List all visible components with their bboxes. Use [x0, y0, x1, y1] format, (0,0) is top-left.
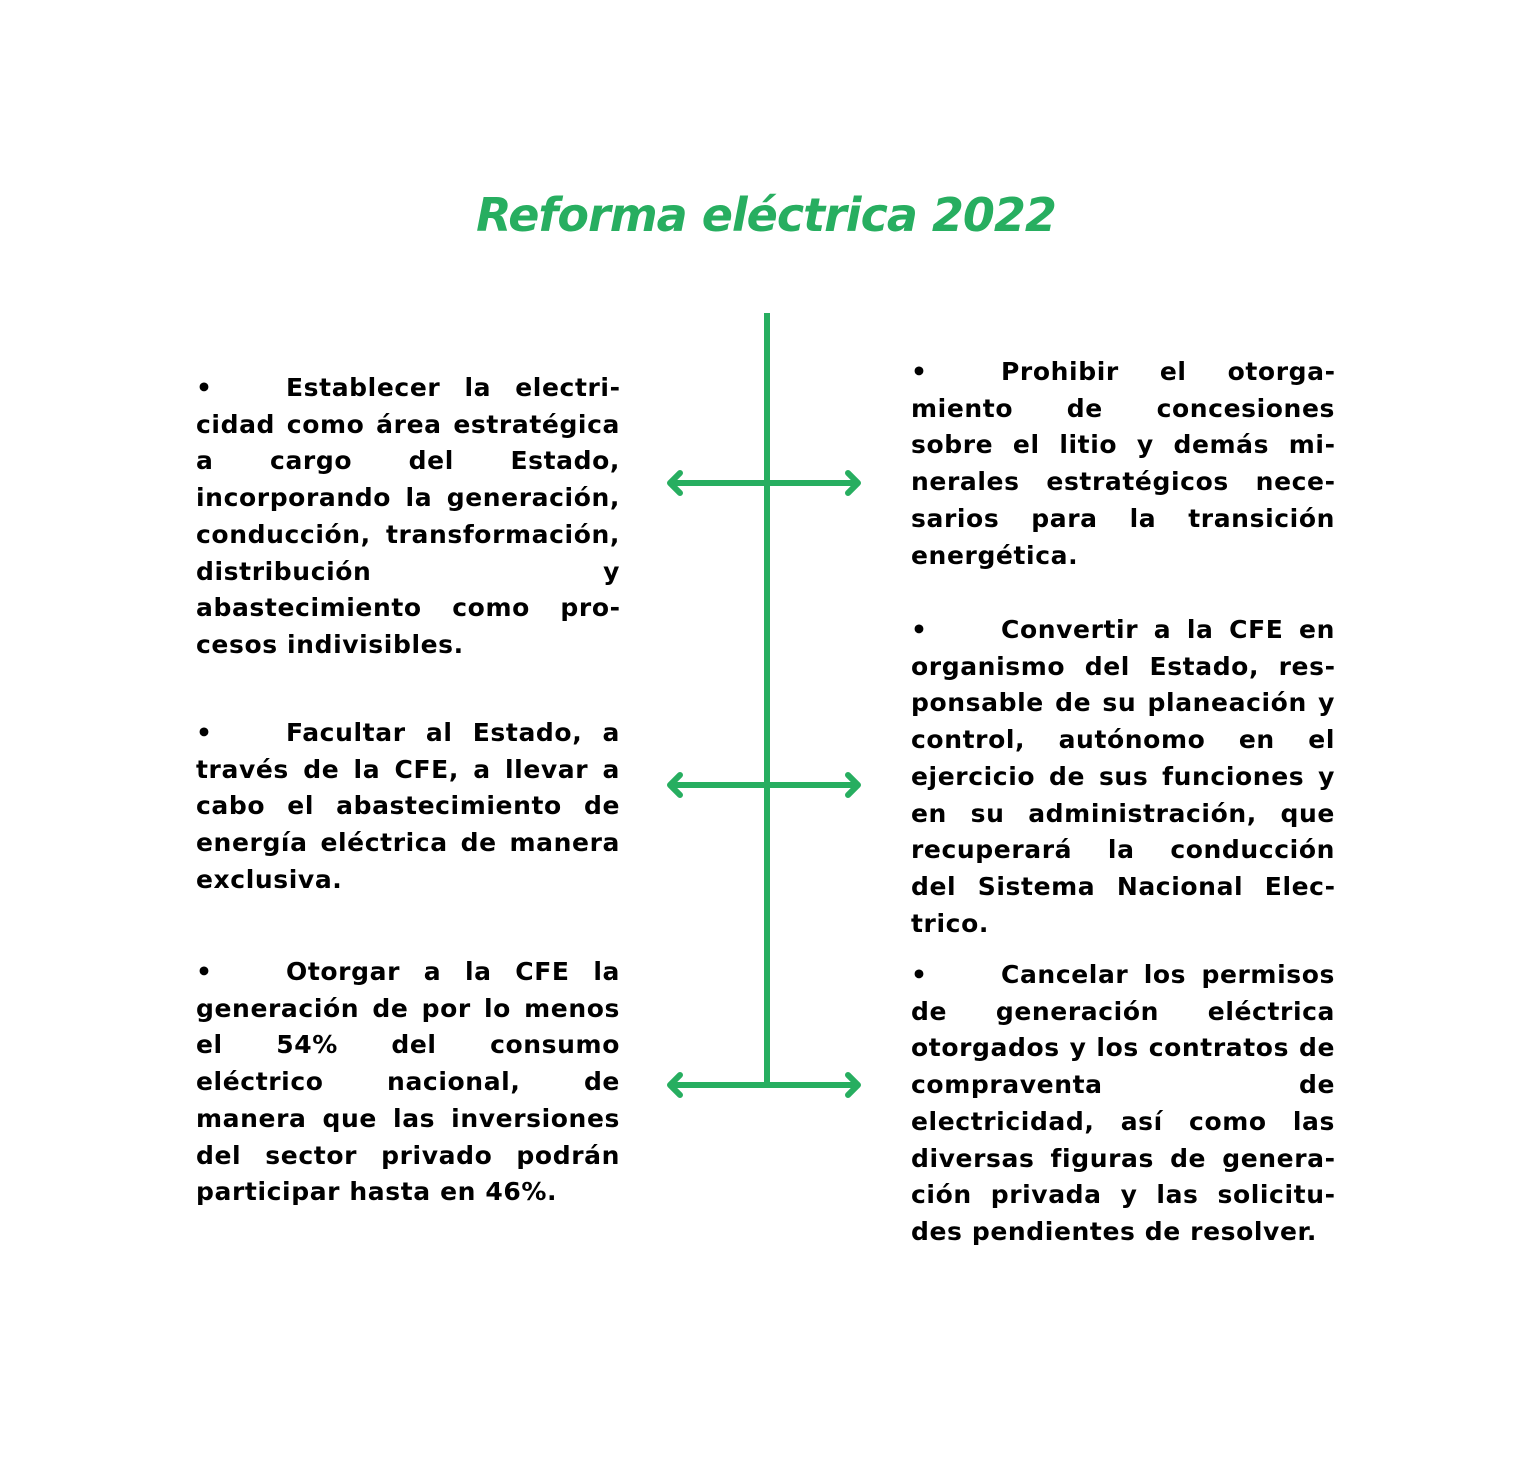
timeline-connectors	[670, 313, 858, 1095]
bullet-marker: •	[911, 960, 928, 989]
page-title: Reforma eléctrica 2022	[476, 188, 1056, 242]
list-item	[196, 954, 620, 1211]
list-item	[911, 354, 1335, 574]
item-text: Establecer la electricidad como área estratégica a cargo del Estado, incorporando la generación, conducción, transformación, distribución y abastecimiento como procesos indivisibles.	[196, 373, 620, 659]
bullet-marker: •	[911, 357, 928, 386]
item-text: Convertir a la CFE en organismo del Estado, responsable de su planeación y control, autónomo en el ejercicio de sus funciones y en su administración, que recuperará la conducción del Sistema Nacional Electrico.	[911, 615, 1335, 938]
list-item	[911, 957, 1335, 1251]
list-item	[196, 715, 620, 899]
list-item	[196, 370, 620, 664]
item-text: Facultar al Estado, a través de la CFE, a llevar a cabo el abastecimiento de energía eléctrica de manera exclusiva.	[196, 718, 620, 894]
item-text: Cancelar los permisos de generación eléctrica otorgados y los contratos de compraventa de electricidad, así como las diversas figuras de generación privada y las solicitudes pendientes de resolver.	[911, 960, 1335, 1246]
bullet-marker: •	[196, 957, 213, 986]
item-text: Prohibir el otorgamiento de concesiones sobre el litio y demás minerales estratégicos necesarios para la transición energética.	[911, 357, 1335, 570]
list-item	[911, 612, 1335, 942]
bullet-marker: •	[196, 373, 213, 402]
item-text: Otorgar a la CFE la generación de por lo menos el 54% del consumo eléctrico nacional, de manera que las inversiones del sector privado podrán participar hasta en 46%.	[196, 957, 620, 1207]
bullet-marker: •	[196, 718, 213, 747]
bullet-marker: •	[911, 615, 928, 644]
